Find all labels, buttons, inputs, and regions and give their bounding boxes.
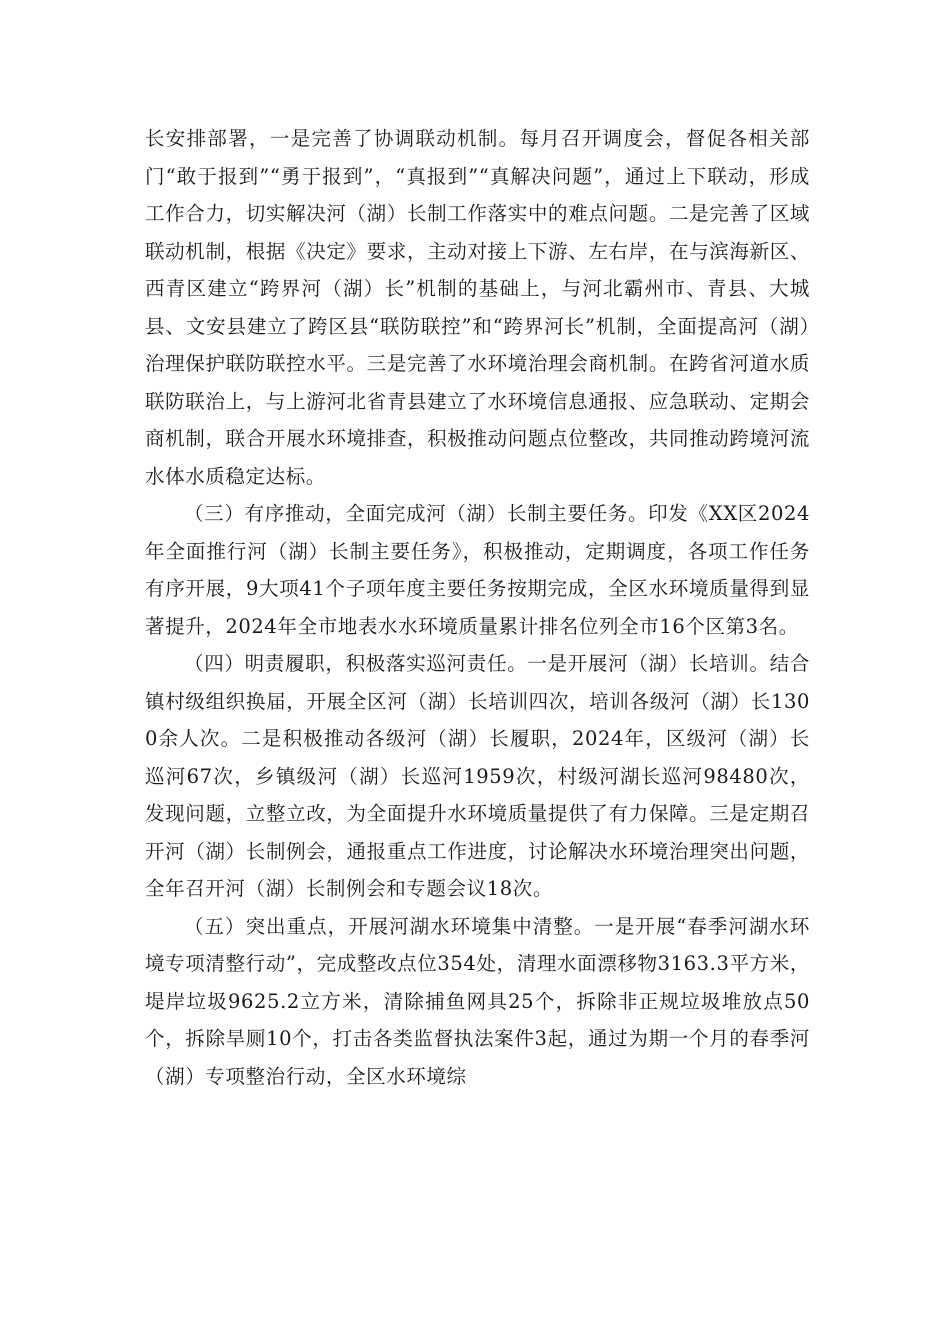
document-body <box>145 120 810 1095</box>
paragraph-main-tasks: （三）有序推动，全面完成河（湖）长制主要任务。印发《XX区2024年全面推行河（湖）长制主要任务》，积极推动，定期调度，各项工作任务有序开展，9大项41个子项年度主要任务按期完成，全区水环境质量得到显著提升，2024年全市地表水水环境质量累计排名位列全市16个区第3名。 <box>145 502 810 638</box>
paragraph-river-patrol-duties: （四）明责履职，积极落实巡河责任。一是开展河（湖）长培训。结合镇村级组织换届，开展全区河（湖）长培训四次，培训各级河（湖）长1300余人次。二是积极推动各级河（湖）长履职，2024年，区级河（湖）长巡河67次，乡镇级河（湖）长巡河1959次，村级河湖长巡河98480次，发现问题，立整立改，为全面提升水环境质量提供了有力保障。三是定期召开河（湖）长制例会，通报重点工作进度，讨论解决水环境治理突出问题，全年召开河（湖）长制例会和专题会议18次。 <box>145 652 810 900</box>
paragraph-coordination-mechanisms: 长安排部署，一是完善了协调联动机制。每月召开调度会，督促各相关部门“敢于报到”“勇于报到”，“真报到”“真解决问题”，通过上下联动，形成工作合力，切实解决河（湖）长制工作落实中的难点问题。二是完善了区域联动机制，根据《决定》要求，主动对接上下游、左右岸，在与滨海新区、西青区建立“跨界河（湖）长”机制的基础上，与河北霸州市、青县、大城县、文安县建立了跨区县“联防联控”和“跨界河长”机制，全面提高河（湖）治理保护联防联控水平。三是完善了水环境治理会商机制。在跨省河道水质联防联治上，与上游河北省青县建立了水环境信息通报、应急联动、定期会商机制，联合开展水环境排查，积极推动问题点位整改，共同推动跨境河流水体水质稳定达标。 <box>145 127 810 488</box>
paragraph-water-environment-cleanup: （五）突出重点，开展河湖水环境集中清整。一是开展“春季河湖水环境专项清整行动”，完成整改点位354处，清理水面漂移物3163.3平方米，堤岸垃圾9625.2立方米，清除捕鱼网具25个，拆除非正规垃圾堆放点50个，拆除旱厕10个，打击各类监督执法案件3起，通过为期一个月的春季河（湖）专项整治行动，全区水环境综 <box>145 914 810 1088</box>
